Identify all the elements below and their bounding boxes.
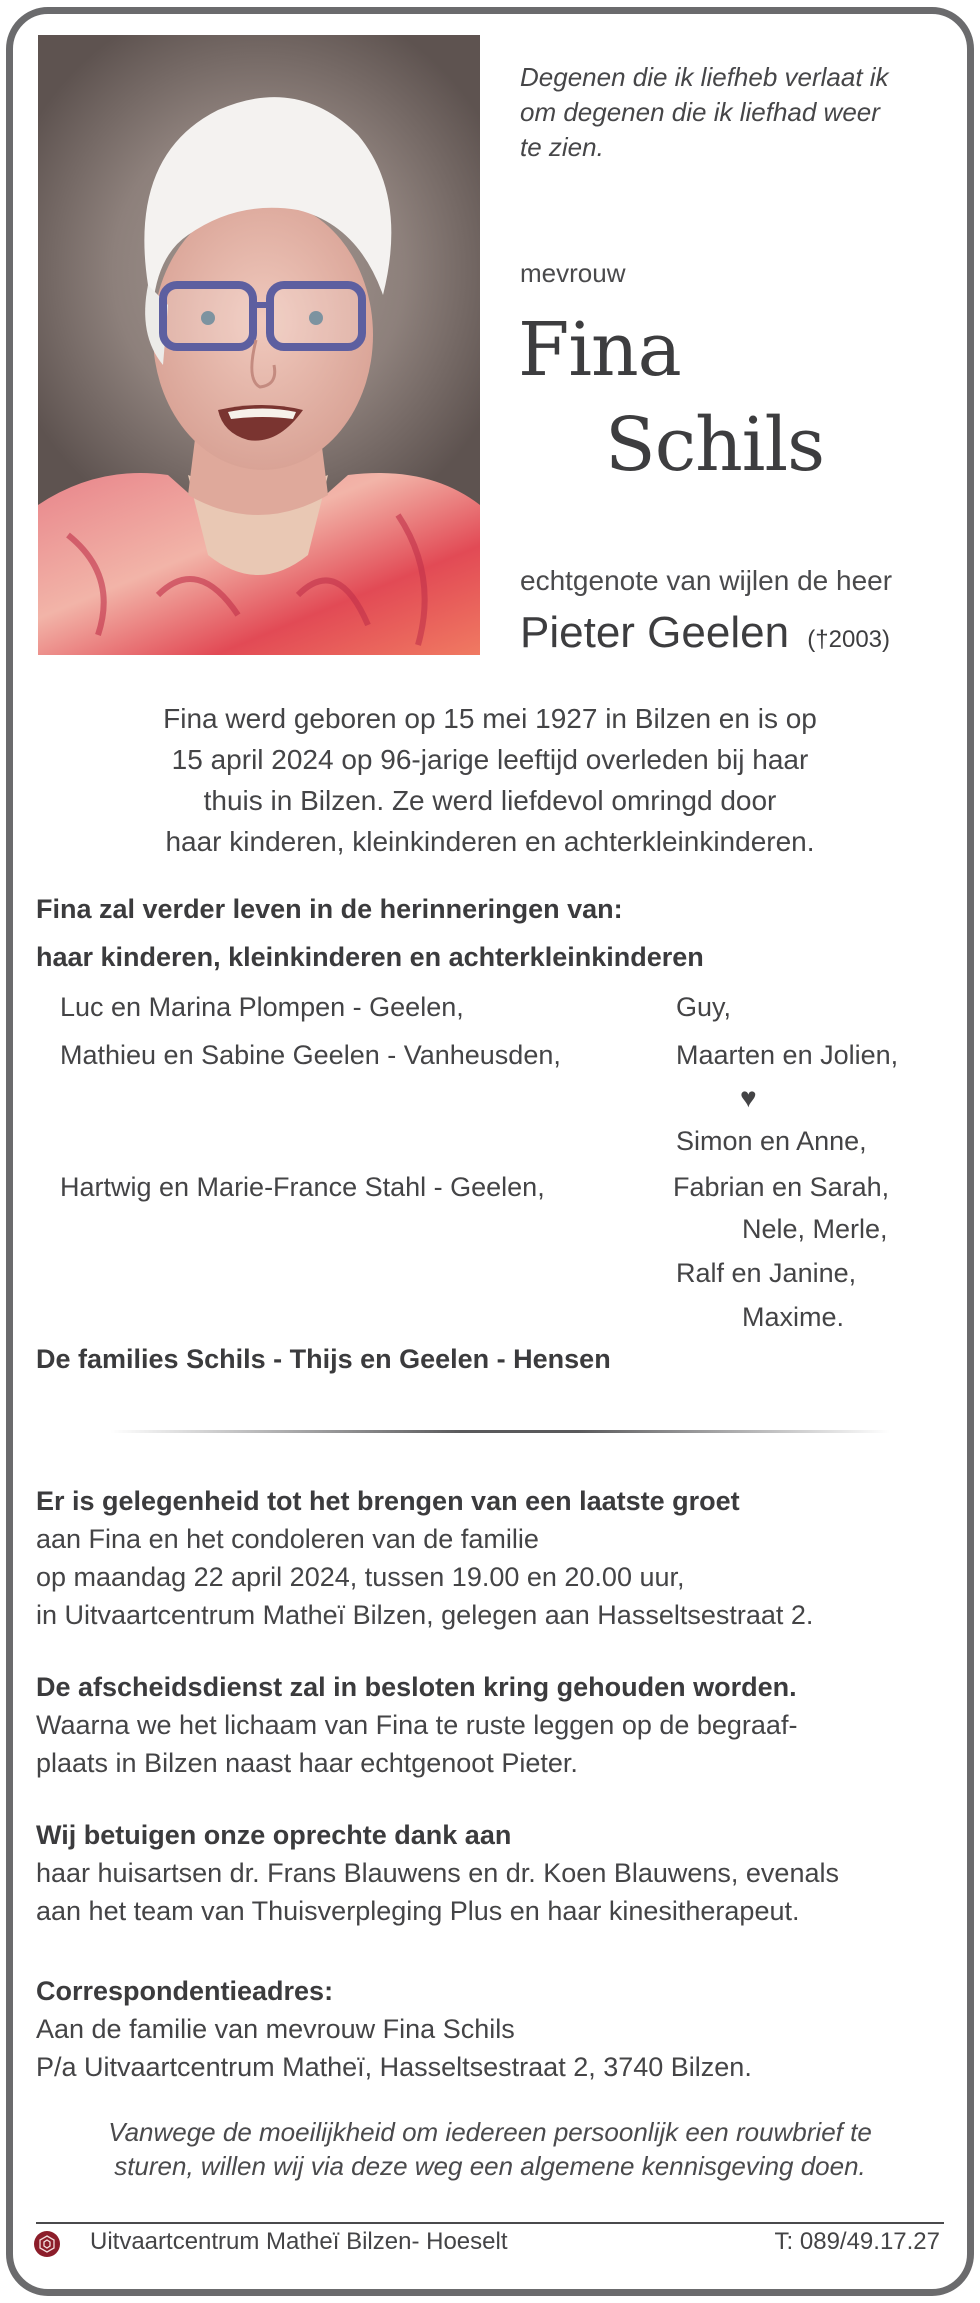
spouse-death-year: (†2003) xyxy=(807,626,891,653)
portrait-photo xyxy=(38,35,480,655)
grandchild: Maarten en Jolien, xyxy=(676,1040,899,1070)
portrait-illustration xyxy=(38,35,480,655)
thanks-heading: Wij betuigen onze oprechte dank aan xyxy=(36,1820,512,1850)
spouse-name-line xyxy=(520,608,890,658)
service-heading: De afscheidsdienst zal in besloten kring gehouden worden. xyxy=(36,1672,797,1702)
grandchild: Maxime. xyxy=(742,1302,845,1332)
footer-rule xyxy=(36,2222,944,2224)
spouse-name: Pieter Geelen xyxy=(520,608,790,657)
memories-subheading: haar kinderen, kleinkinderen en achterkleinkinderen xyxy=(36,942,704,972)
closing-note xyxy=(40,2115,940,2183)
bio-line: thuis in Bilzen. Ze werd liefdevol omringd door xyxy=(203,785,777,816)
closing-line: sturen, willen wij via deze weg een algemene kennisgeving doen. xyxy=(114,2151,866,2181)
section-divider xyxy=(110,1430,890,1433)
biography xyxy=(40,698,940,862)
correspondence-line: Aan de familie van mevrouw Fina Schils xyxy=(36,2014,515,2044)
visitation-heading: Er is gelegenheid tot het brengen van een laatste groet xyxy=(36,1486,740,1516)
honorific: mevrouw xyxy=(520,258,626,288)
bio-line: Fina werd geboren op 15 mei 1927 in Bilzen en is op xyxy=(163,703,817,734)
service-line: Waarna we het lichaam van Fina te ruste leggen op de begraaf- xyxy=(36,1710,798,1740)
child-family: Hartwig en Marie-France Stahl - Geelen, xyxy=(60,1172,545,1202)
funeral-home-name: Uitvaartcentrum Matheï Bilzen- Hoeselt xyxy=(90,2228,508,2255)
child-family: Mathieu en Sabine Geelen - Vanheusden, xyxy=(60,1040,561,1070)
grandchild: Guy, xyxy=(676,992,732,1022)
thanks-section xyxy=(36,1816,956,1930)
closing-line: Vanwege de moeilijkheid om iedereen persoonlijk een rouwbrief te xyxy=(108,2117,872,2147)
grandchild: Ralf en Janine, xyxy=(676,1258,857,1288)
spouse-label: echtgenote van wijlen de heer xyxy=(520,565,893,596)
correspondence-line: P/a Uitvaartcentrum Matheï, Hasseltsestraat 2, 3740 Bilzen. xyxy=(36,2052,752,2082)
opening-quote xyxy=(520,60,960,165)
correspondence-heading: Correspondentieadres: xyxy=(36,1976,334,2006)
visitation-line: op maandag 22 april 2024, tussen 19.00 en 20.00 uur, xyxy=(36,1562,685,1592)
visitation-line: in Uitvaartcentrum Matheï Bilzen, gelegen aan Hasseltsestraat 2. xyxy=(36,1600,814,1630)
deceased-first-name: Fina xyxy=(518,307,681,393)
heart-icon: ♥ xyxy=(740,1082,757,1113)
grandchild: Fabrian en Sarah, xyxy=(673,1172,890,1202)
service-section xyxy=(36,1668,956,1782)
visitation-section xyxy=(36,1482,956,1634)
correspondence-section xyxy=(36,1972,956,2086)
memories-heading: Fina zal verder leven in de herinneringen van: xyxy=(36,894,623,924)
grandchild: Nele, Merle, xyxy=(742,1214,888,1244)
quote-line: te zien. xyxy=(520,132,604,162)
child-family: Luc en Marina Plompen - Geelen, xyxy=(60,992,464,1022)
rose-logo-icon xyxy=(34,2231,60,2257)
quote-line: Degenen die ik liefheb verlaat ik xyxy=(520,62,889,92)
bio-line: 15 april 2024 op 96-jarige leeftijd overleden bij haar xyxy=(171,744,809,775)
visitation-line: aan Fina en het condoleren van de familie xyxy=(36,1524,539,1554)
bio-line: haar kinderen, kleinkinderen en achterkleinkinderen. xyxy=(165,826,815,857)
service-line: plaats in Bilzen naast haar echtgenoot Pieter. xyxy=(36,1748,578,1778)
quote-line: om degenen die ik liefhad weer xyxy=(520,97,880,127)
funeral-home-phone: T: 089/49.17.27 xyxy=(774,2228,940,2255)
thanks-line: haar huisartsen dr. Frans Blauwens en dr. Koen Blauwens, evenals xyxy=(36,1858,839,1888)
grandchild: Simon en Anne, xyxy=(676,1126,867,1156)
deceased-last-name: Schils xyxy=(605,402,825,488)
thanks-line: aan het team van Thuisverpleging Plus en haar kinesitherapeut. xyxy=(36,1896,800,1926)
families-line: De families Schils - Thijs en Geelen - Hensen xyxy=(36,1344,611,1374)
